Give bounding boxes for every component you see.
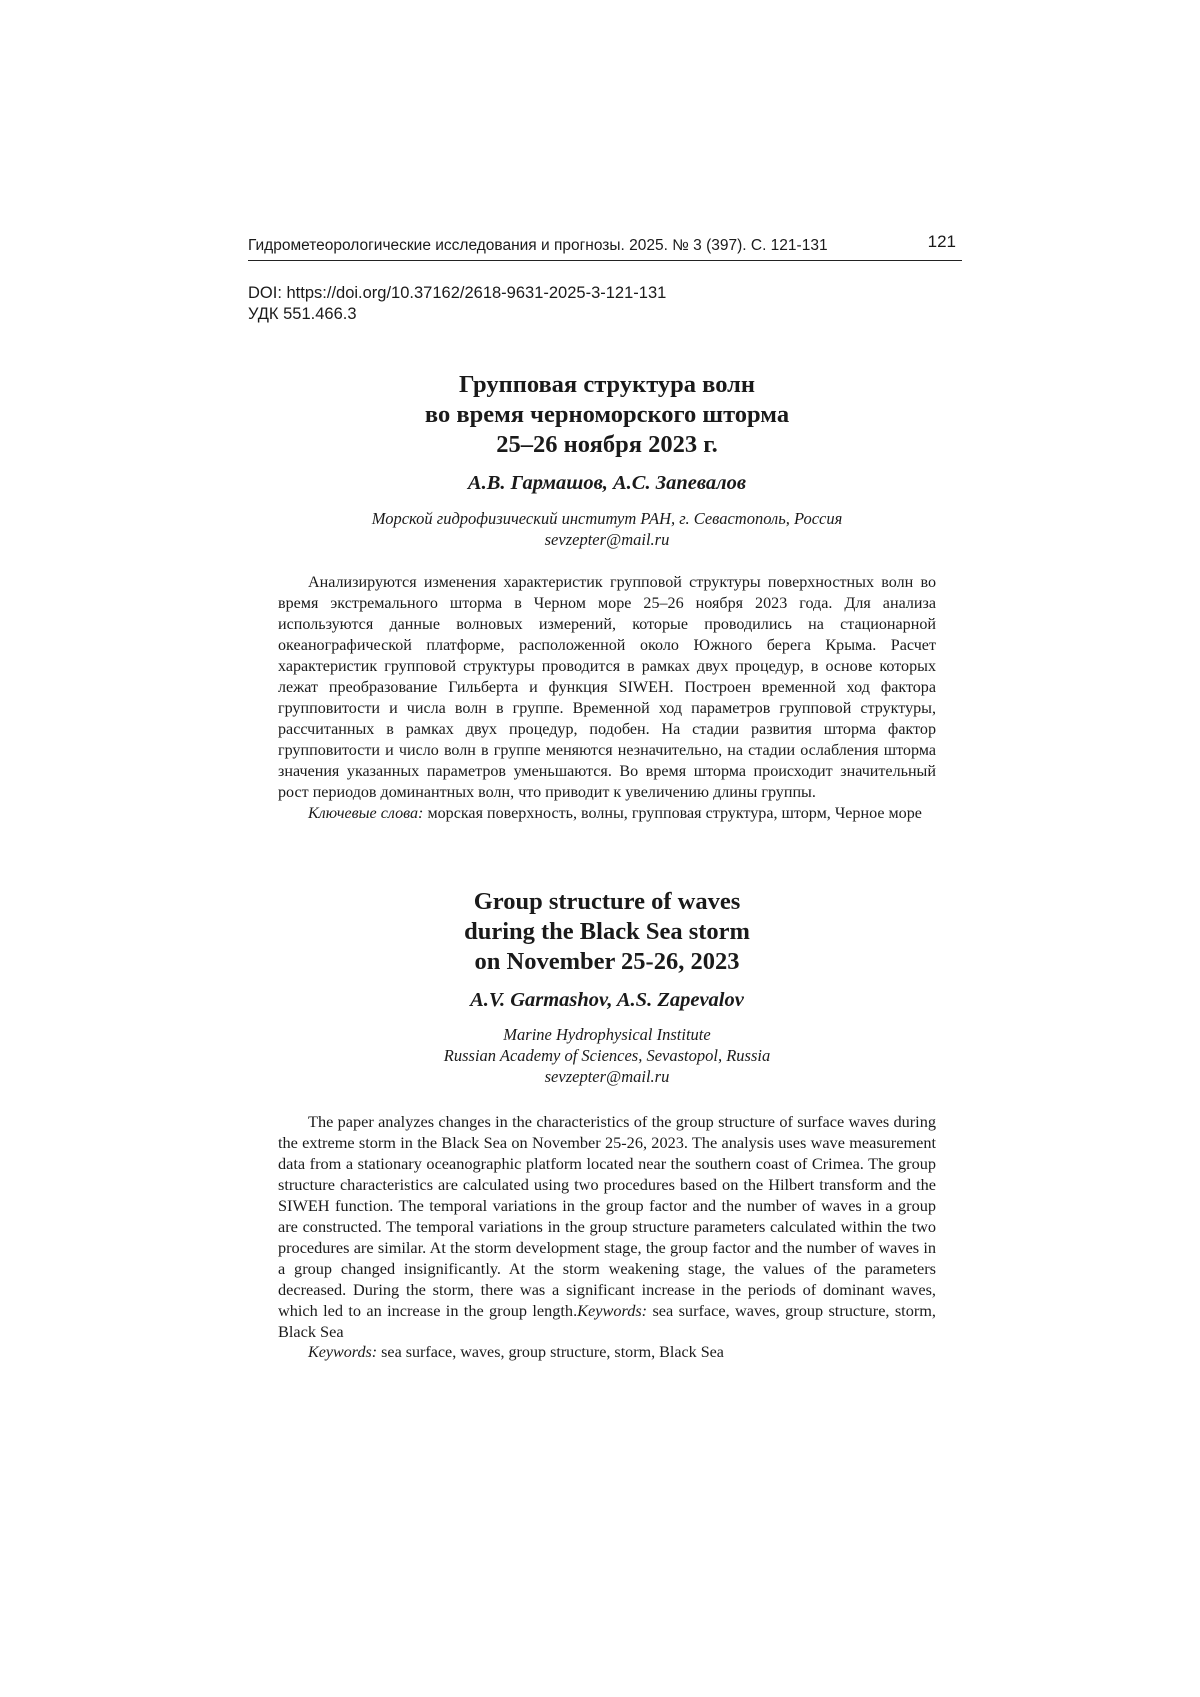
- en-email: sevzepter@mail.ru: [544, 1067, 670, 1086]
- udc-line: УДК 551.466.3: [248, 305, 357, 323]
- ru-email: sevzepter@mail.ru: [544, 530, 670, 549]
- en-affiliation: [278, 1024, 936, 1087]
- doi-line: DOI: https://doi.org/10.37162/2618-9631-2025-3-121-131: [248, 284, 667, 302]
- ru-title-line-1: Групповая структура волн: [458, 371, 756, 398]
- ru-title-block: [278, 370, 936, 460]
- en-title: [278, 887, 936, 977]
- en-abstract: [278, 1111, 936, 1342]
- journal-citation: Гидрометеорологические исследования и прогнозы. 2025. № 3 (397). С. 121-131: [248, 237, 828, 254]
- en-title-line-2: during the Black Sea storm: [464, 918, 750, 945]
- en-title-block: [278, 887, 936, 977]
- page-number: 121: [927, 232, 956, 251]
- en-abstract-block: [278, 1111, 936, 1363]
- ru-title-line-3: 25–26 ноября 2023 г.: [496, 431, 718, 458]
- en-affiliation-line-1: Marine Hydrophysical Institute: [503, 1025, 711, 1044]
- ru-keywords-text: морская поверхность, волны, групповая структура, шторм, Черное море: [427, 805, 922, 822]
- en-authors: A.V. Garmashov, A.S. Zapevalov: [470, 989, 744, 1011]
- en-abstract-text: The paper analyzes changes in the characteristics of the group structure of surface waves during the extreme storm in the Black Sea on November 25-26, 2023. The analysis uses wave measurement data from a stationary oceanographic platform located near the southern coast of Crimea. The group structure characteristics are calculated using two procedures based on the Hilbert transform and the SIWEH function. The temporal variations in the group factor and the number of waves in a group are constructed. The temporal variations in the group structure parameters calculated within the two procedures are similar. At the storm development stage, the group factor and the number of waves in a group changed insignificantly. At the storm weakening stage, the values of the parameters decreased. During the storm, there was a significant increase in the periods of dominant waves, which led to an increase in the group length.: [278, 1112, 936, 1320]
- ru-affiliation-line-1: Морской гидрофизический институт РАН, г. Севастополь, Россия: [371, 509, 843, 528]
- running-head: [248, 234, 962, 261]
- ru-abstract: Анализируются изменения характеристик групповой структуры поверхностных волн во время экстремального шторма в Черном море 25–26 ноября 2023 года. Для анализа используются данные волновых измерений, которые проводились на стационарной океанографической платформе, расположенной около Южного берега Крыма. Расчет характеристик групповой структуры проводится в рамках двух процедур, в основе которых лежат преобразование Гильберта и функция SIWEH. Построен временной ход фактора групповитости и числа волн в группе. Временной ход параметров групповой структуры, рассчитанных в рамках двух процедур, подобен. На стадии развития шторма фактор групповитости и число волн в группе меняются незначительно, на стадии ослабления шторма значения указанных параметров уменьшаются. Во время шторма происходит значительный рост периодов доминантных волн, что приводит к увеличению длины группы.: [278, 574, 936, 801]
- article-meta: [248, 283, 666, 325]
- en-keywords: [278, 1342, 936, 1363]
- en-inline-keywords: sea surface, waves, group structure, storm, Black Sea: [278, 1301, 936, 1341]
- ru-authors: А.В. Гармашов, А.С. Запевалов: [467, 472, 747, 494]
- en-affiliation-line-2: Russian Academy of Sciences, Sevastopol, Russia: [443, 1046, 771, 1065]
- ru-affiliation: [278, 508, 936, 550]
- ru-title: [278, 370, 936, 460]
- en-inline-keywords-label: Keywords:: [577, 1301, 648, 1320]
- ru-keywords-label: Ключевые слова:: [308, 805, 424, 822]
- en-keywords-text: sea surface, waves, group structure, storm, Black Sea: [381, 1344, 724, 1361]
- en-keywords-label: Keywords:: [308, 1344, 378, 1361]
- en-title-line-3: on November 25-26, 2023: [474, 948, 740, 975]
- ru-title-line-2: во время черноморского шторма: [424, 401, 790, 428]
- en-title-line-1: Group structure of waves: [473, 888, 741, 915]
- ru-abstract-block: [278, 572, 936, 824]
- ru-keywords: [278, 803, 936, 824]
